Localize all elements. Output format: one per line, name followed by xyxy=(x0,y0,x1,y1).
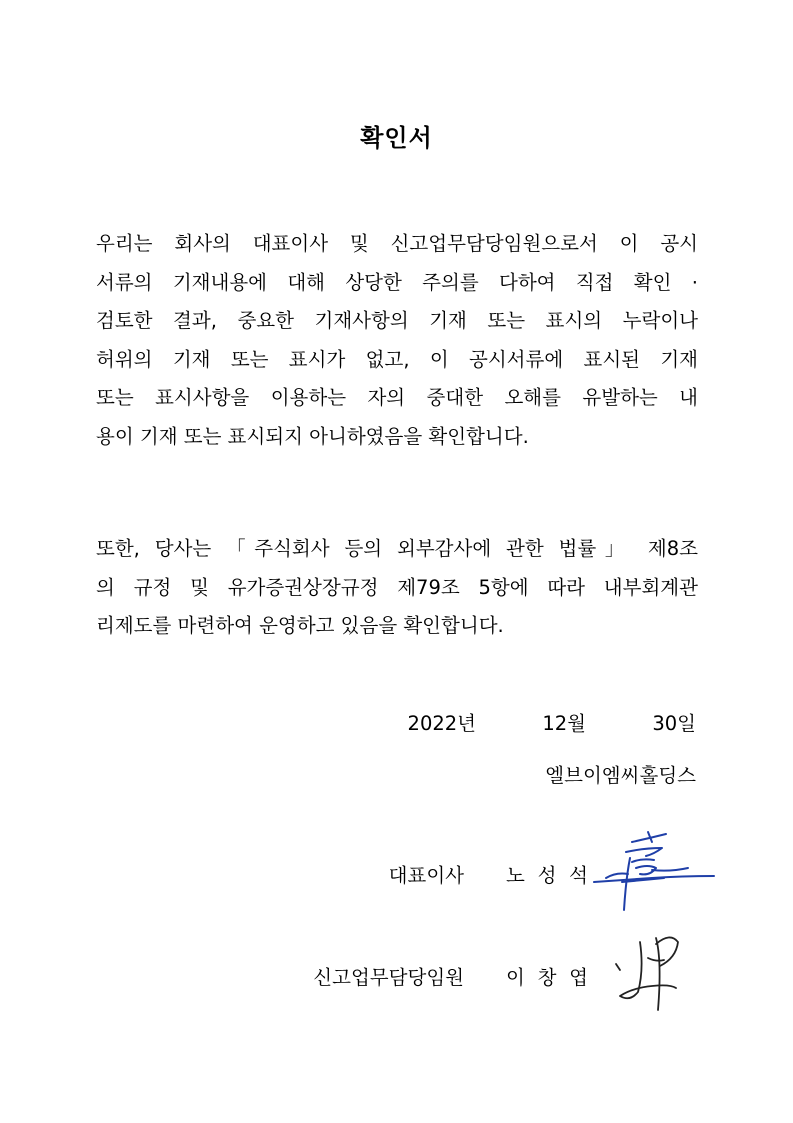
date-month: 12월 xyxy=(542,712,586,735)
paragraph-line: 리제도를 마련하여 운영하고 있음을 확인합니다. xyxy=(96,614,504,637)
confirmation-paragraph xyxy=(96,225,698,456)
ceo-signature xyxy=(592,828,716,918)
internal-control-paragraph xyxy=(96,530,698,646)
paragraph-line: 용이 기재 또는 표시되지 아니하였음을 확인합니다. xyxy=(96,424,529,448)
company-name: 엘브이엠씨홀딩스 xyxy=(545,764,696,787)
document-date xyxy=(406,708,696,736)
signatory-name: 노 성 석 xyxy=(506,864,588,887)
paragraph-line: 또한, 당사는 「주식회사 등의 외부감사에 관한 법률」 제8조 xyxy=(96,537,698,560)
signatory-role: 신고업무담당임원 xyxy=(313,966,464,989)
signatory-name: 이 창 엽 xyxy=(506,966,588,989)
date-day: 30일 xyxy=(652,712,696,735)
paragraph-line: 검토한 결과, 중요한 기재사항의 기재 또는 표시의 누락이나 xyxy=(96,309,698,332)
officer-signature xyxy=(612,930,692,1020)
paragraph-line: 또는 표시사항을 이용하는 자의 중대한 오해를 유발하는 내 xyxy=(96,386,698,409)
document-title: 확인서 xyxy=(360,124,433,152)
signatory-officer xyxy=(313,962,588,990)
paragraph-line: 서류의 기재내용에 대해 상당한 주의를 다하여 직접 확인 · xyxy=(96,270,698,294)
signatory-ceo xyxy=(389,860,588,888)
paragraph-line: 의 규정 및 유가증권상장규정 제79조 5항에 따라 내부회계관 xyxy=(96,575,698,599)
signatory-role: 대표이사 xyxy=(388,864,464,887)
paragraph-line: 우리는 회사의 대표이사 및 신고업무담당임원으로서 이 공시 xyxy=(96,232,698,255)
paragraph-line: 허위의 기재 또는 표시가 없고, 이 공시서류에 표시된 기재 xyxy=(96,347,698,371)
date-year: 2022년 xyxy=(407,712,476,735)
